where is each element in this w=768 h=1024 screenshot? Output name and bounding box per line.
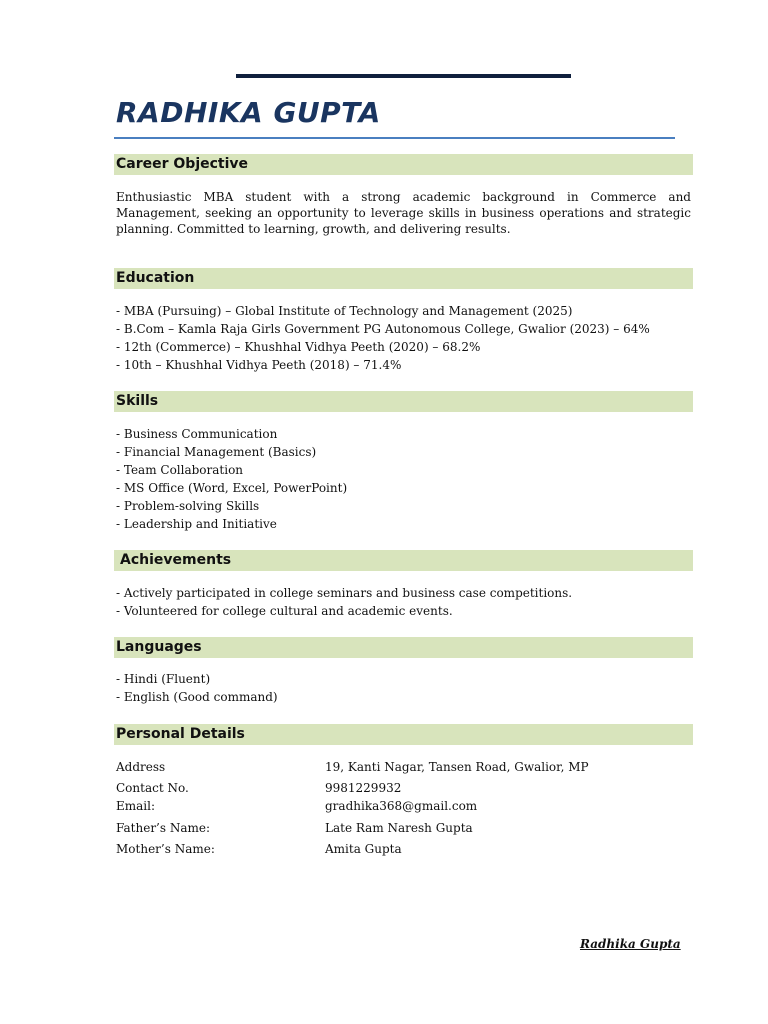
detail-value: Amita Gupta (325, 841, 402, 856)
skill-item: - Financial Management (Basics) (116, 445, 317, 459)
achievement-item: - Actively participated in college seminars and business case competitions. (116, 586, 573, 600)
skill-item: - Team Collaboration (116, 463, 244, 477)
section-header-languages: Languages (114, 637, 693, 658)
detail-value: gradhika368@gmail.com (325, 798, 478, 813)
detail-row-contact (116, 780, 589, 798)
section-header-personal-details: Personal Details (114, 724, 693, 745)
section-header-skills: Skills (114, 391, 693, 412)
detail-row-father (116, 820, 589, 841)
detail-value: 19, Kanti Nagar, Tansen Road, Gwalior, MP (325, 760, 589, 774)
detail-label: Email: (116, 798, 156, 813)
skills-list (116, 425, 347, 533)
detail-row-address (116, 759, 589, 780)
detail-row-email (116, 798, 589, 820)
detail-value: Late Ram Naresh Gupta (325, 820, 473, 835)
achievements-list (116, 584, 572, 620)
section-header-career-objective: Career Objective (114, 154, 693, 175)
signature: Radhika Gupta (580, 937, 681, 951)
detail-label: Address (116, 760, 166, 774)
detail-value: 9981229932 (325, 780, 402, 795)
language-item: - Hindi (Fluent) (116, 672, 211, 686)
detail-label: Contact No. (116, 780, 189, 795)
education-item: - 12th (Commerce) – Khushhal Vidhya Peeth (2020) – 68.2% (116, 340, 481, 354)
education-list (116, 302, 650, 374)
detail-label: Father’s Name: (116, 820, 211, 835)
skill-item: - MS Office (Word, Excel, PowerPoint) (116, 481, 348, 495)
section-header-education: Education (114, 268, 693, 289)
career-objective-text: Enthusiastic MBA student with a strong academic background in Commerce and Management, seeking an opportunity to leverage skills in business operations and strategic planning. Committed to learning, growth, and delivering results. (116, 190, 691, 236)
personal-details-table (116, 759, 589, 861)
skill-item: - Leadership and Initiative (116, 517, 277, 531)
skill-item: - Problem-solving Skills (116, 499, 260, 513)
skill-item: - Business Communication (116, 427, 278, 441)
section-header-achievements: Achievements (114, 550, 693, 571)
candidate-name: RADHIKA GUPTA (116, 96, 381, 129)
name-underline (114, 137, 675, 139)
education-item: - 10th – Khushhal Vidhya Peeth (2018) – 71.4% (116, 358, 402, 372)
education-item: - B.Com – Kamla Raja Girls Government PG Autonomous College, Gwalior (2023) – 64% (116, 322, 650, 336)
education-item: - MBA (Pursuing) – Global Institute of Technology and Management (2025) (116, 304, 573, 318)
language-item: - English (Good command) (116, 690, 278, 704)
top-divider (236, 74, 571, 78)
achievement-item: - Volunteered for college cultural and academic events. (116, 604, 453, 618)
detail-row-mother (116, 841, 589, 862)
detail-label: Mother’s Name: (116, 841, 215, 856)
languages-list (116, 670, 278, 706)
